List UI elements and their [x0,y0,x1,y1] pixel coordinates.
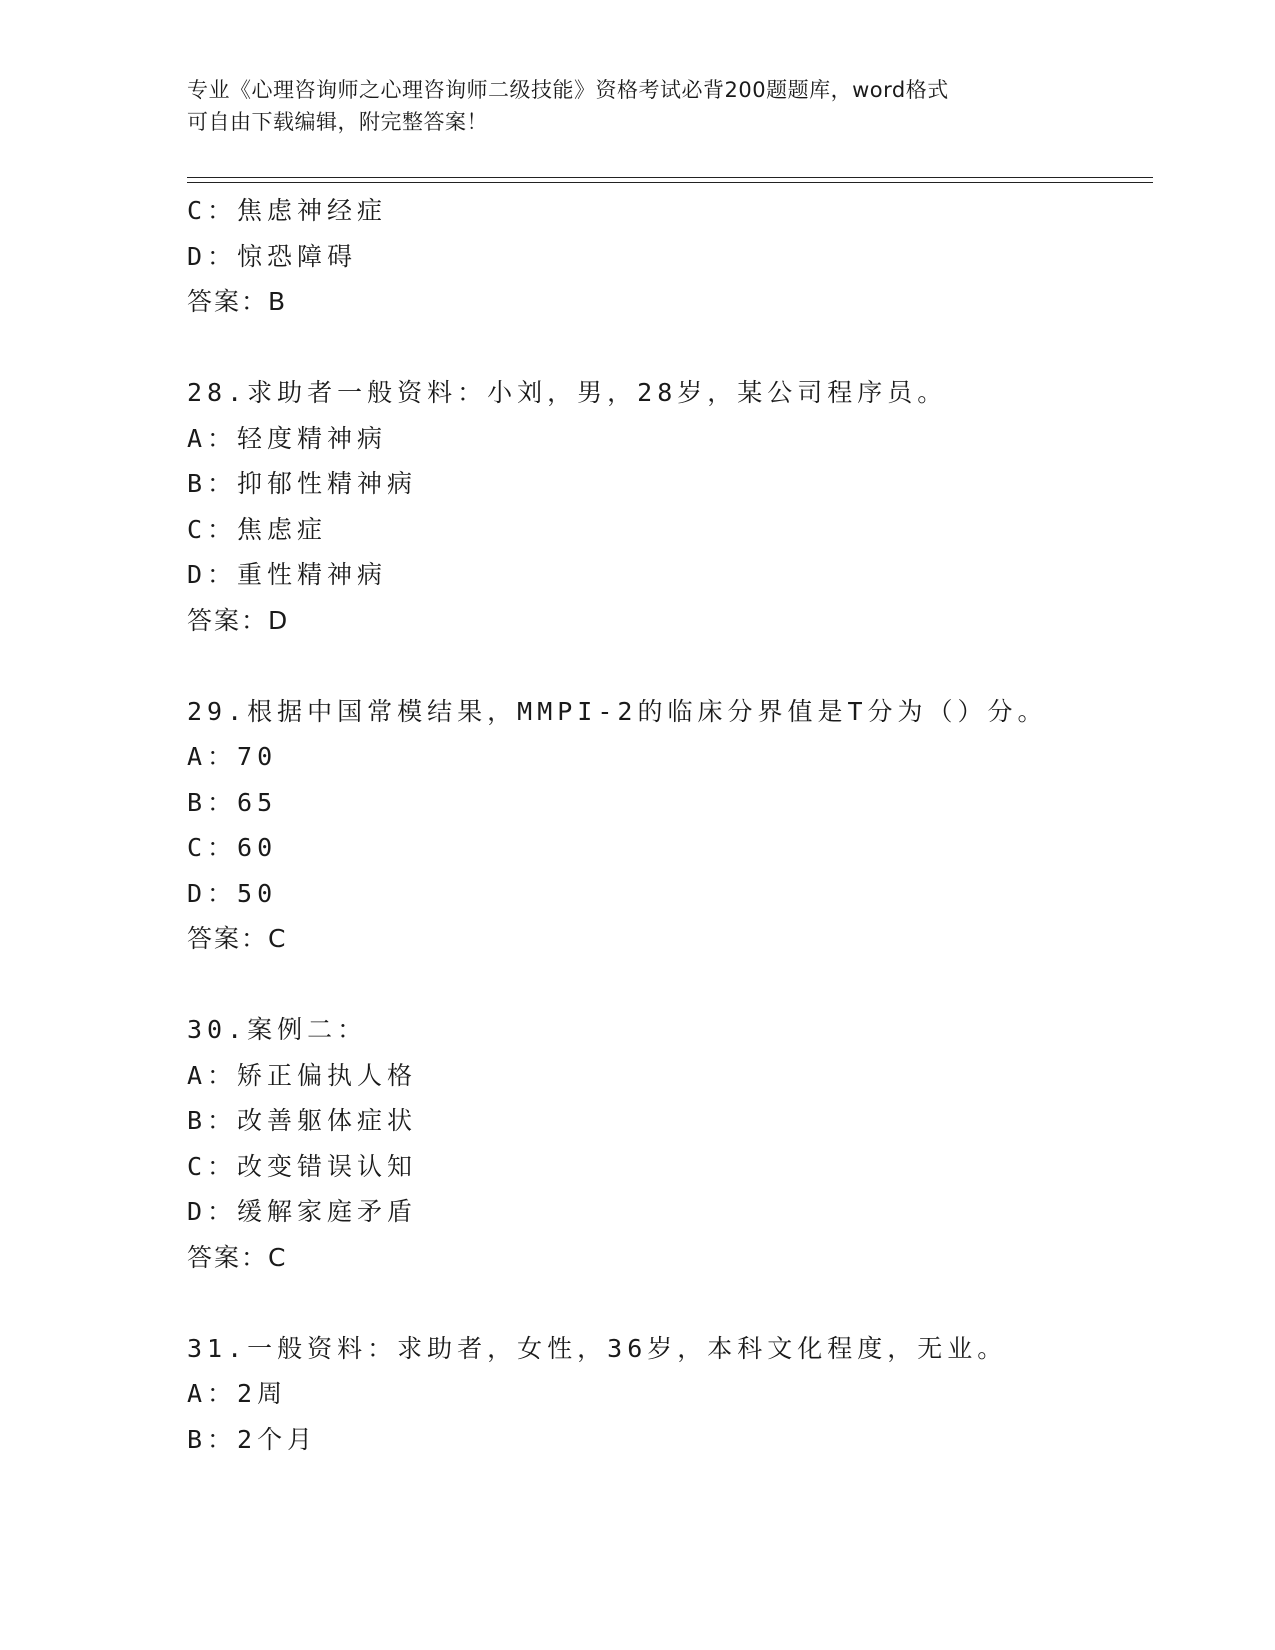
q29-option-b: B：65 [187,787,278,817]
question-spacer [187,962,1153,1008]
q27-answer: 答案：B [187,287,288,316]
q29-option-c: C：60 [187,833,278,862]
q29-option-d: D：50 [187,878,278,908]
question-spacer [187,643,1153,689]
q28-option-d: D：重性精神病 [187,560,388,589]
q29-answer: 答案：C [187,924,288,953]
q30-option-d: D：缓解家庭矛盾 [187,1197,418,1226]
q29-option-a: A：70 [187,742,278,771]
q30-answer: 答案：C [187,1242,288,1272]
header-divider-bottom [187,182,1153,183]
q27-option-d: D：惊恐障碍 [187,241,358,271]
header-title-line-1: 专业《心理咨询师之心理咨询师二级技能》资格考试必背200题题库，word格式 [187,78,949,102]
q31-option-b: B：2个月 [187,1424,318,1454]
q31-option-a: A：2周 [187,1379,288,1408]
q30-option-c: C：改变错误认知 [187,1151,418,1181]
q30-option-b: B：改善躯体症状 [187,1106,418,1135]
question-spacer [187,325,1153,371]
header-divider-top [187,177,1153,178]
header-title-line-2: 可自由下载编辑，附完整答案！ [187,110,488,134]
q28-stem: 28.求助者一般资料：小刘，男，28岁，某公司程序员。 [187,378,948,407]
q28-answer: 答案：D [187,605,290,635]
q28-option-b: B：抑郁性精神病 [187,469,418,498]
q29-stem: 29.根据中国常模结果，MMPI-2的临床分界值是T分为（）分。 [187,696,1048,726]
q28-option-a: A：轻度精神病 [187,423,388,453]
q30-option-a: A：矫正偏执人格 [187,1060,418,1090]
question-spacer [187,1280,1153,1326]
question-list [187,188,1153,1462]
q31-stem: 31.一般资料：求助者，女性，36岁，本科文化程度，无业。 [187,1333,1008,1363]
document-header [187,74,1087,138]
q30-stem: 30.案例二： [187,1015,368,1044]
q27-option-c: C：焦虑神经症 [187,196,388,225]
q28-option-c: C：焦虑症 [187,514,328,544]
